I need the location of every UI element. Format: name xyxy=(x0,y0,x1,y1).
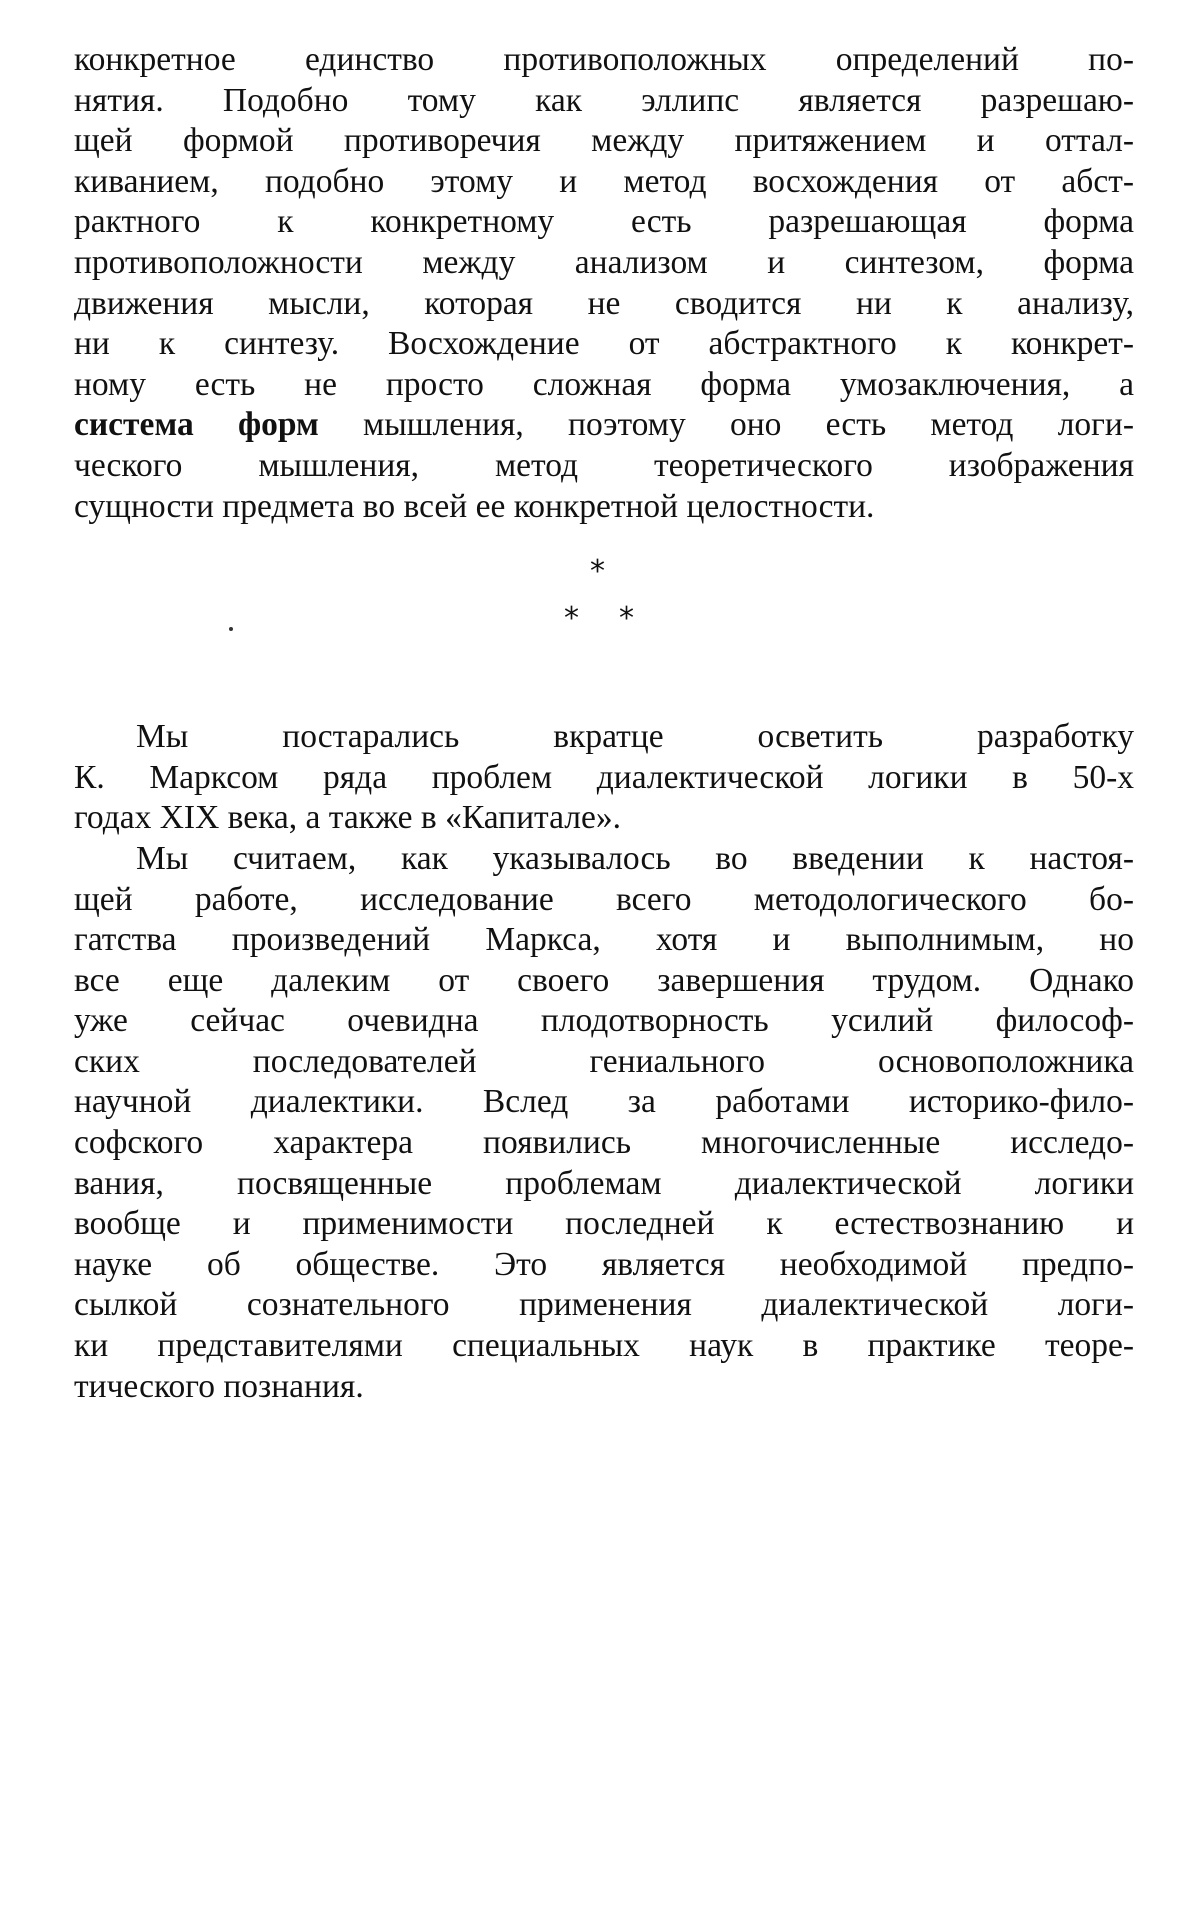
paragraph-conclusion xyxy=(74,839,1134,1407)
text-line: ки представителями специальных наук в практике теоре- xyxy=(74,1327,1134,1365)
text-line: вообще и применимости последней к естествознанию и xyxy=(74,1205,1134,1243)
text-segment: мышления, поэтому оно есть метод логи- xyxy=(318,406,1134,444)
text-line: конкретное единство противоположных определений по- xyxy=(74,41,1134,78)
text-line: нятия. Подобно тому как эллипс является разрешаю- xyxy=(74,81,1134,119)
text-line-with-emphasis xyxy=(74,405,1134,446)
text-line: вания, посвященные проблемам диалектической логики xyxy=(74,1164,1134,1202)
text-line: сылкой сознательного применения диалектической логи- xyxy=(74,1286,1134,1324)
text-line: годах XIX века, а также в «Капитале». xyxy=(74,799,621,837)
text-line: ному есть не просто сложная форма умозаключения, а xyxy=(74,365,1134,403)
text-line: щей формой противоречия между притяжением и оттал- xyxy=(74,122,1134,160)
paragraph-summary xyxy=(74,717,1134,839)
text-line: гатства произведений Маркса, хотя и выполнимым, но xyxy=(74,921,1134,959)
text-line: щей работе, исследование всего методологического бо- xyxy=(74,880,1134,918)
print-speck xyxy=(229,627,233,631)
text-line: Мы постарались вкратце осветить разработку xyxy=(136,718,1134,756)
asterisk-right: * xyxy=(619,601,634,637)
text-line: К. Марксом ряда проблем диалектической логики в 50-х xyxy=(74,758,1134,796)
asterisk-left: * xyxy=(564,601,579,637)
text-line: рактного к конкретному есть разрешающая форма xyxy=(74,203,1134,241)
text-line: ческого мышления, метод теоретического изображения xyxy=(74,446,1134,484)
bold-term: система форм xyxy=(74,406,319,444)
text-line: движения мысли, которая не сводится ни к анализу, xyxy=(74,284,1134,322)
text-line: ни к синтезу. Восхождение от абстрактного к конкрет- xyxy=(74,325,1134,363)
text-line: сущности предмета во всей ее конкретной целостности. xyxy=(74,487,875,525)
section-divider-asterisks xyxy=(74,527,1134,717)
text-line: науке об обществе. Это является необходимой предпо- xyxy=(74,1245,1134,1283)
text-line: ских последователей гениального основоположника xyxy=(74,1042,1134,1080)
asterisk-top: * xyxy=(590,554,605,590)
text-line: Мы считаем, как указывалось во введении к настоя- xyxy=(136,839,1134,877)
page-body xyxy=(74,40,1134,1407)
text-line: софского характера появились многочисленные исследо- xyxy=(74,1124,1134,1162)
paragraph-ascent-method xyxy=(74,40,1134,527)
text-line: киванием, подобно этому и метод восхождения от абст- xyxy=(74,162,1134,200)
text-line: научной диалектики. Вслед за работами историко-фило- xyxy=(74,1083,1134,1121)
text-line: тического познания. xyxy=(74,1367,364,1405)
text-line: все еще далеким от своего завершения трудом. Однако xyxy=(74,961,1134,999)
text-line: уже сейчас очевидна плодотворность усилий философ- xyxy=(74,1002,1134,1040)
text-line: противоположности между анализом и синтезом, форма xyxy=(74,243,1134,281)
